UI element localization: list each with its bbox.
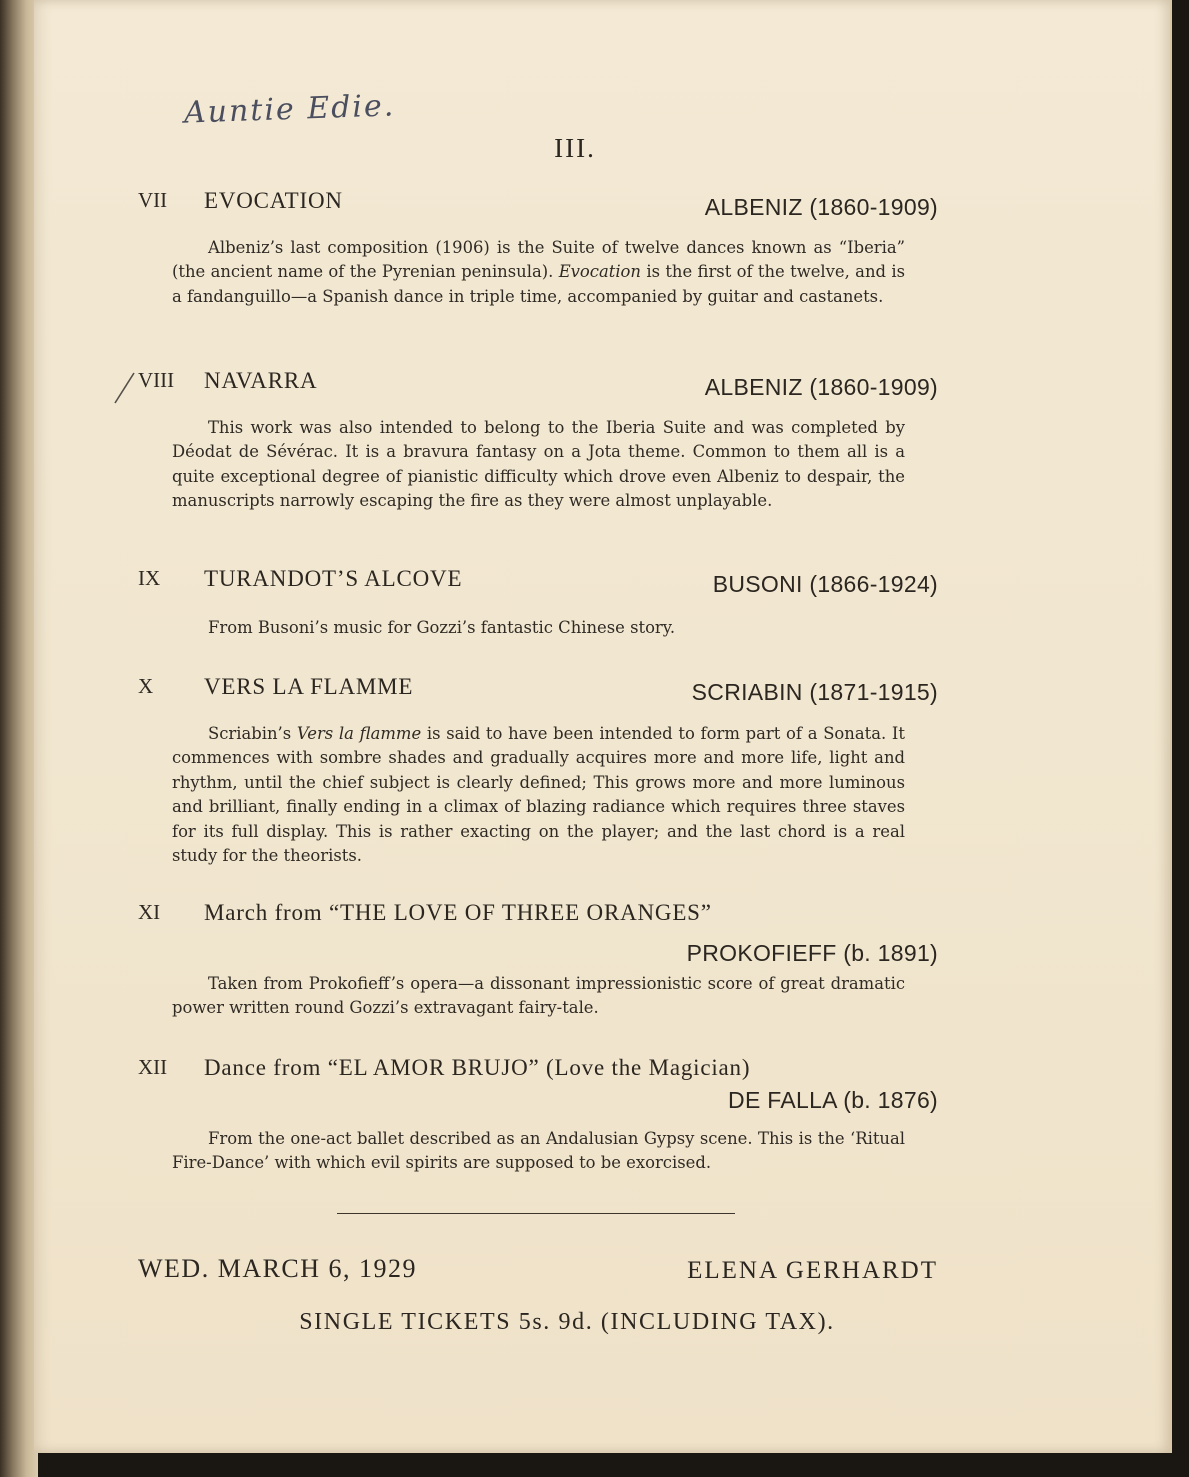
piece-description: Taken from Prokofieff’s opera—a dissonant impressionistic score of great dramatic power written round Gozzi’s extravagant fairy-tale. xyxy=(172,974,905,1018)
composer-name: BUSONI (1866-1924) xyxy=(712,571,938,597)
piece-title: Dance from “EL AMOR BRUJO” (Love the Magician) xyxy=(204,1055,751,1080)
piece-description: Albeniz’s last composition (1906) is the Suite of twelve dances known as “Iberia” (the ancient name of the Pyrenian peninsula). Evocation is the first of the twelve, and is a fandanguillo—a Spanish dance in triple time, accompanied by guitar and castanets. xyxy=(172,238,905,306)
handwritten-annotation: Auntie Edie. xyxy=(183,88,396,131)
program-page xyxy=(34,0,1172,1453)
piece-description: From Busoni’s music for Gozzi’s fantastic Chinese story. xyxy=(208,618,676,637)
section-number: III. xyxy=(554,133,596,163)
item-number: IX xyxy=(138,566,161,590)
piece-description: From the one-act ballet described as an Andalusian Gypsy scene. This is the ‘Ritual Fire-Dance’ with which evil spirits are supposed to be exorcised. xyxy=(172,1129,905,1173)
piece-description: This work was also intended to belong to the Iberia Suite and was completed by Déodat de Sévérac. It is a bravura fantasy on a Jota theme. Common to them all is a quite exceptional degree of pianistic difficulty which drove even Albeniz to despair, the manuscripts narrowly escaping the fire as they were almost unplayable. xyxy=(172,418,905,511)
composer-name: PROKOFIEFF (b. 1891) xyxy=(686,940,938,966)
piece-title: NAVARRA xyxy=(204,368,318,393)
item-number: X xyxy=(138,674,154,698)
item-number: VIII xyxy=(138,368,175,392)
piece-title: EVOCATION xyxy=(204,188,343,213)
italic-title: Evocation xyxy=(558,262,641,282)
composer-name: ALBENIZ (1860-1909) xyxy=(704,194,938,220)
piece-title: VERS LA FLAMME xyxy=(204,674,414,699)
pencil-tick-mark xyxy=(112,371,138,405)
piece-title: March from “THE LOVE OF THREE ORANGES” xyxy=(204,900,712,925)
italic-title: Vers la flamme xyxy=(296,724,422,743)
piece-title: TURANDOT’S ALCOVE xyxy=(204,566,463,591)
next-concert-date: WED. MARCH 6, 1929 xyxy=(138,1254,418,1283)
piece-description: Scriabin’s Vers la flamme is said to have been intended to form part of a Sonata. It commences with sombre shades and gradually acquires more and more life, light and rhythm, until the chief subject is clearly defined; This grows more and more luminous and brilliant, finally ending in a climax of blazing radiance which requires three staves for its full display. This is rather exacting on the player; and the last chord is a real study for the theorists. xyxy=(172,724,905,866)
composer-name: DE FALLA (b. 1876) xyxy=(728,1087,938,1113)
section-divider xyxy=(337,1213,735,1214)
composer-name: ALBENIZ (1860-1909) xyxy=(704,374,938,400)
item-number: XI xyxy=(138,900,161,924)
next-concert-artist: ELENA GERHARDT xyxy=(687,1257,938,1284)
ticket-price: SINGLE TICKETS 5s. 9d. (INCLUDING TAX). xyxy=(299,1309,835,1335)
composer-name: SCRIABIN (1871-1915) xyxy=(691,679,938,705)
book-spine xyxy=(0,0,38,1477)
item-number: VII xyxy=(138,188,168,212)
item-number: XII xyxy=(138,1055,168,1079)
